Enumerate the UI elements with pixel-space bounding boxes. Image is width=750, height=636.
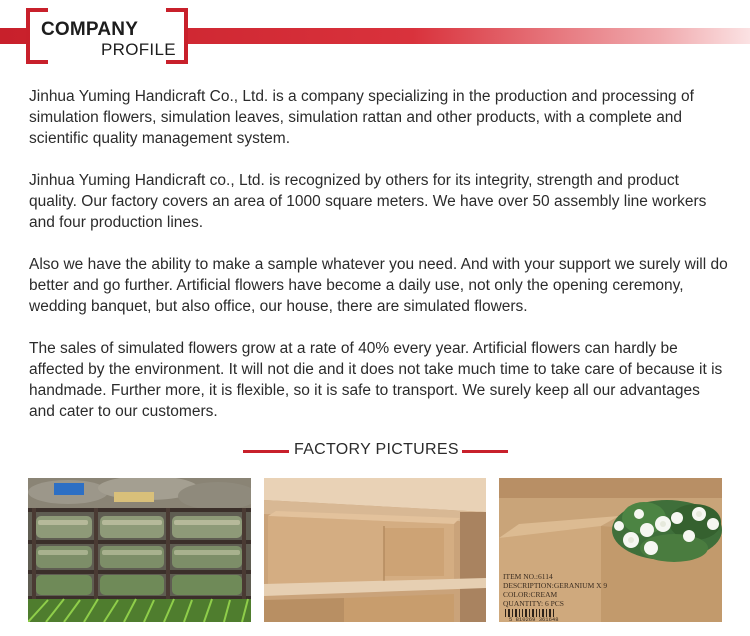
box-label-description: DESCRIPTION:GERANIUM X 9 — [503, 581, 608, 590]
heading-line-left — [243, 450, 289, 453]
company-profile-text — [29, 86, 729, 443]
factory-pictures-heading — [0, 440, 750, 462]
heading-line-right — [462, 450, 508, 453]
title-company: COMPANY — [41, 19, 139, 40]
factory-photo-boxes — [264, 478, 486, 622]
box-label-item-no: ITEM NO.:6114 — [503, 572, 553, 581]
box-label-quantity: QUANTITY: 6 PCS — [503, 599, 564, 608]
paragraph-sales: The sales of simulated flowers grow at a rate of 40% every year. Artificial flowers can hardly be affected by the environment. It will not die and it does not take much time to take care of because it is handmade. Further more, it is flexible, so it is safe to transport. We surely keep all our advantages and cater to our customers. — [29, 340, 723, 420]
paragraph-intro: Jinhua Yuming Handicraft Co., Ltd. is a company specializing in the production and processing of simulation flowers, simulation leaves, simulation rattan and other products, with a complete and scientific quality management system. — [29, 88, 694, 147]
section-title: FACTORY PICTURES — [294, 441, 459, 458]
factory-photo-shelves — [28, 478, 251, 622]
factory-photo-packed-flowers — [499, 478, 722, 622]
paragraph-samples: Also we have the ability to make a sample whatever you need. And with your support we surely will do better and go further. Artificial flowers have become a daily use, not only the opening ceremony, wedding banquet, but also office, our house, there are simulated flowers. — [29, 256, 728, 315]
title-profile: PROFILE — [101, 40, 176, 59]
box-label-color: COLOR:CREAM — [503, 590, 558, 599]
barcode-number: 5 810269 361648 — [509, 616, 559, 622]
paragraph-factory: Jinhua Yuming Handicraft co., Ltd. is recognized by others for its integrity, strength and product quality. Our factory covers an area of 1000 square meters. We have over 50 assembly line workers and four production lines. — [29, 172, 707, 231]
page-header — [0, 0, 750, 72]
